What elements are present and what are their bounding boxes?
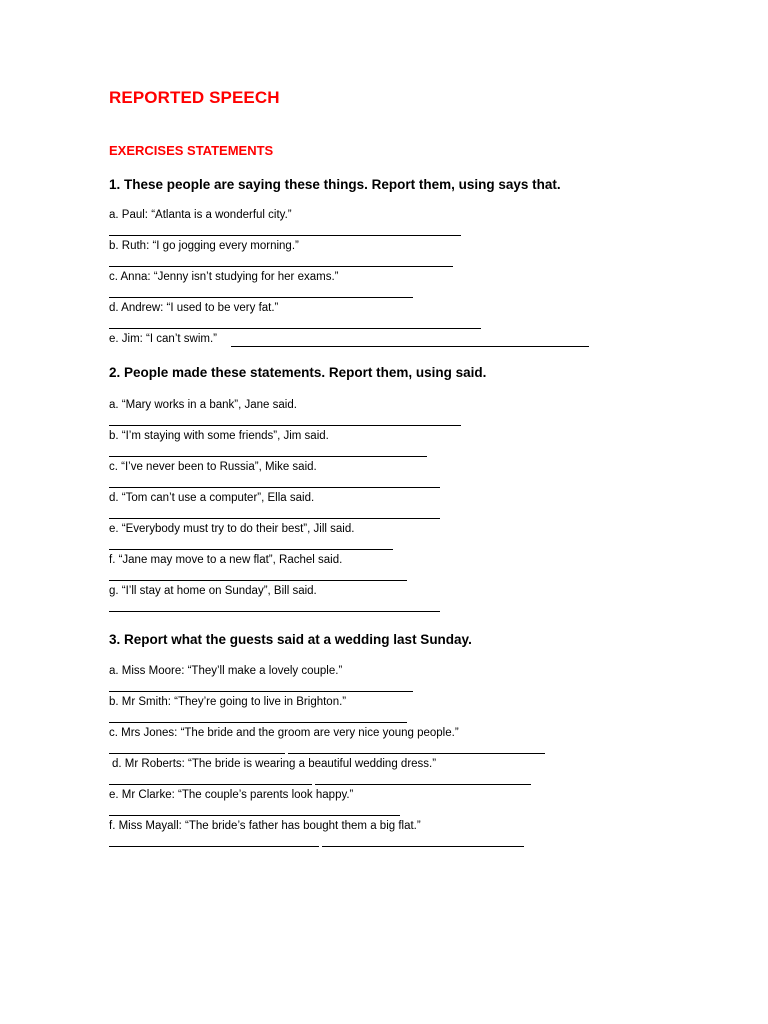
section-2-item-e: e. “Everybody must try to do their best”, Jill said. — [109, 523, 355, 535]
section-2-item-c: c. “I’ve never been to Russia”, Mike said. — [109, 461, 317, 473]
answer-line[interactable] — [109, 815, 400, 816]
section-2-item-b: b. “I’m staying with some friends”, Jim said. — [109, 430, 329, 442]
answer-line[interactable] — [109, 753, 285, 754]
answer-line[interactable] — [109, 297, 413, 298]
section-1-heading: 1. These people are saying these things. Report them, using says that. — [109, 177, 561, 192]
answer-line[interactable] — [109, 328, 481, 329]
section-3-item-f: f. Miss Mayall: “The bride’s father has bought them a big flat.” — [109, 820, 421, 832]
section-2-heading: 2. People made these statements. Report them, using said. — [109, 365, 487, 380]
answer-line[interactable] — [109, 784, 312, 785]
section-2-item-g: g. “I’ll stay at home on Sunday”, Bill said. — [109, 585, 317, 597]
answer-line[interactable] — [109, 518, 440, 519]
section-3-item-b: b. Mr Smith: “They’re going to live in Brighton.” — [109, 696, 347, 708]
answer-line[interactable] — [231, 346, 589, 347]
answer-line[interactable] — [109, 425, 461, 426]
answer-line[interactable] — [109, 580, 407, 581]
answer-line[interactable] — [315, 784, 531, 785]
section-3-item-e: e. Mr Clarke: “The couple’s parents look happy.” — [109, 789, 354, 801]
answer-line[interactable] — [109, 235, 461, 236]
section-2-item-d: d. “Tom can’t use a computer”, Ella said. — [109, 492, 315, 504]
answer-line[interactable] — [109, 722, 407, 723]
section-3-heading: 3. Report what the guests said at a wedding last Sunday. — [109, 632, 472, 647]
answer-line[interactable] — [288, 753, 545, 754]
section-1-item-d: d. Andrew: “I used to be very fat.” — [109, 302, 279, 314]
answer-line[interactable] — [322, 846, 524, 847]
section-2-item-a: a. “Mary works in a bank”, Jane said. — [109, 399, 297, 411]
section-1-item-b: b. Ruth: “I go jogging every morning.” — [109, 240, 299, 252]
answer-line[interactable] — [109, 611, 440, 612]
section-1-item-a: a. Paul: “Atlanta is a wonderful city.” — [109, 209, 292, 221]
page-subtitle: EXERCISES STATEMENTS — [109, 143, 274, 158]
answer-line[interactable] — [109, 487, 440, 488]
section-3-item-a: a. Miss Moore: “They’ll make a lovely couple.” — [109, 665, 343, 677]
section-3-item-d: d. Mr Roberts: “The bride is wearing a beautiful wedding dress.” — [112, 758, 437, 770]
section-2-item-f: f. “Jane may move to a new flat”, Rachel said. — [109, 554, 343, 566]
answer-line[interactable] — [109, 266, 453, 267]
section-1-item-e: e. Jim: “I can’t swim.” — [109, 333, 217, 345]
answer-line[interactable] — [109, 549, 393, 550]
answer-line[interactable] — [109, 846, 319, 847]
answer-line[interactable] — [109, 456, 427, 457]
section-3-item-c: c. Mrs Jones: “The bride and the groom are very nice young people.” — [109, 727, 459, 739]
section-1-item-c: c. Anna: “Jenny isn’t studying for her exams.” — [109, 271, 339, 283]
answer-line[interactable] — [109, 691, 413, 692]
page-title: REPORTED SPEECH — [109, 88, 280, 107]
